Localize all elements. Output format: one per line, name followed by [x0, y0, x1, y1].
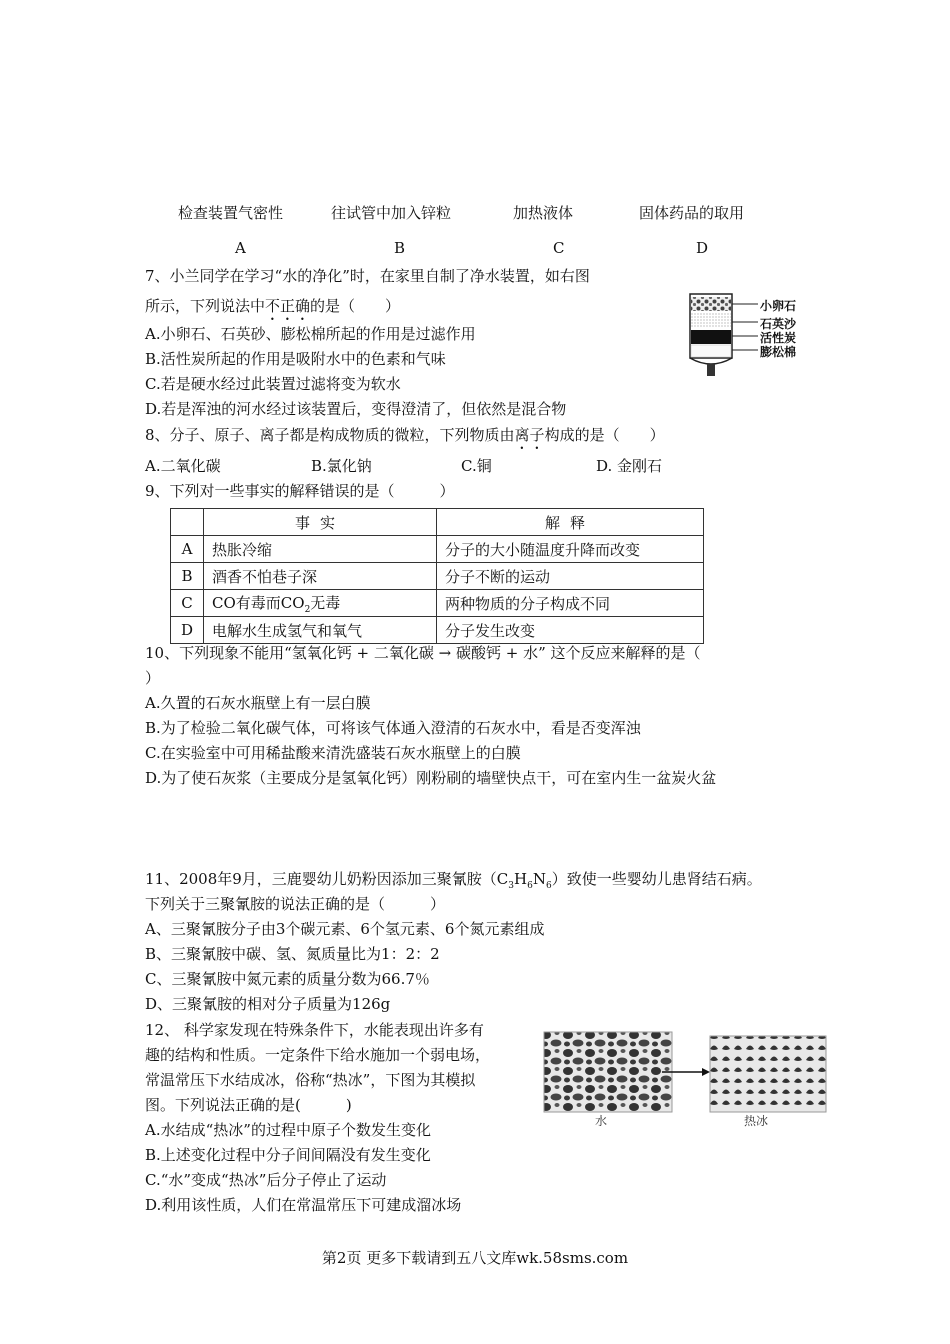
q9-table [170, 508, 704, 644]
pebble-layer [691, 297, 731, 311]
label-activated-carbon: 活性炭 [760, 331, 797, 345]
q8-stem: 8、分子、原子、离子都是构成物质的微粒，下列物质由离子构成的是（ ） [145, 426, 665, 444]
q10-option-d: D.为了使石灰浆（主要成分是氢氧化钙）刚粉刷的墙壁快点干，可在室内生一盆炭火盆 [145, 769, 717, 787]
q8-option-a: A.二氧化碳 [145, 457, 221, 475]
hot-ice-figure [540, 1030, 830, 1115]
q6-letter-d: D [696, 239, 709, 257]
row-fact: 热胀冷缩 [204, 536, 437, 563]
q8-option-b: B.氯化钠 [311, 457, 372, 475]
row-key: D [171, 617, 204, 644]
label-hot-ice: 热冰 [744, 1114, 769, 1128]
q8-emphasis: 离子 [514, 426, 545, 444]
q6-letter-b: B [394, 239, 406, 257]
q11-option-c: C、三聚氰胺中氮元素的质量分数为66.7％ [145, 970, 430, 988]
table-row [171, 536, 704, 563]
q9-header-fact: 事实 [204, 509, 437, 536]
q11-option-b: B、三聚氰胺中碳、氢、氮质量比为1：2：2 [145, 945, 440, 963]
row-key: A [171, 536, 204, 563]
q7-option-d: D.若是浑浊的河水经过该装置后，变得澄清了，但依然是混合物 [145, 400, 567, 418]
row-reason: 两种物质的分子构成不同 [437, 590, 704, 617]
q12-option-c: C.“水”变成“热冰”后分子停止了运动 [145, 1171, 387, 1189]
row-key: C [171, 590, 204, 617]
row-fact: 电解水生成氢气和氧气 [204, 617, 437, 644]
hot-ice-model [710, 1036, 826, 1112]
q10-stem-line2: ） [145, 669, 161, 687]
q7-option-b: B.活性炭所起的作用是吸附水中的色素和气味 [145, 350, 446, 368]
q11-option-a: A、三聚氰胺分子由3个碳元素、6个氢元素、6个氮元素组成 [145, 920, 545, 938]
q12-stem-line4: 图。下列说法正确的是( ) [145, 1096, 352, 1114]
table-row [171, 590, 704, 617]
q12-option-a: A.水结成“热冰”的过程中原子个数发生变化 [145, 1121, 431, 1139]
q10-option-a: A.久置的石灰水瓶壁上有一层白膜 [145, 694, 371, 712]
outlet-tap [707, 364, 715, 376]
label-water: 水 [595, 1114, 608, 1128]
q6-caption-a: 检查装置气密性 [178, 204, 284, 222]
q9-header-row [171, 509, 704, 536]
q7-emphasis: 不正确 [265, 297, 311, 315]
q12-stem-line1: 12、 科学家发现在特殊条件下，水能表现出许多有 [145, 1021, 484, 1039]
q11-stem-line2: 下列关于三聚氰胺的说法正确的是（ ） [145, 895, 446, 913]
carbon-layer [691, 330, 731, 344]
q7-option-c: C.若是硬水经过此装置过滤将变为软水 [145, 375, 401, 393]
row-fact: CO有毒而$CO_2$无毒 [204, 590, 437, 617]
q9-header-reason: 解释 [437, 509, 704, 536]
q7-stem-line2: 所示，下列说法中不正确的是（ ） [145, 297, 401, 315]
q6-caption-b: 往试管中加入锌粒 [331, 204, 452, 222]
row-reason: 分子不断的运动 [437, 563, 704, 590]
q12-stem-line3: 常温常压下水结成冰，俗称“热冰”，下图为其模拟 [145, 1071, 476, 1089]
q12-stem-line2: 趣的结构和性质。一定条件下给水施加一个弱电场， [145, 1046, 491, 1064]
table-row [171, 617, 704, 644]
q12-option-d: D.利用该性质，人们在常温常压下可建成溜冰场 [145, 1196, 462, 1214]
label-quartz-sand: 石英沙 [760, 317, 797, 331]
page-footer: 第2页 更多下载请到五八文库wk.58sms.com [321, 1249, 629, 1267]
water-filter-figure [688, 292, 758, 384]
label-pebbles: 小卵石 [760, 299, 797, 313]
q11-stem-line1: 11、2008年9月，三鹿婴幼儿奶粉因添加三聚氰胺$(C_3H_6N_6)$致使一些婴幼儿患肾结石病。 [145, 870, 762, 891]
q10-stem-line1: 10、下列现象不能用“氢氧化钙 + 二氧化碳 → 碳酸钙 + 水” 这个反应来解释的是（ [145, 644, 701, 662]
q12-option-b: B.上述变化过程中分子间间隔没有发生变化 [145, 1146, 431, 1164]
row-reason: 分子发生改变 [437, 617, 704, 644]
q9-stem: 9、下列对一些事实的解释错误的是（ ） [145, 482, 455, 500]
sand-layer [691, 312, 731, 328]
q8-option-d: D. 金刚石 [596, 457, 663, 475]
q11-option-d: D、三聚氰胺的相对分子质量为126g [145, 995, 391, 1013]
q8-option-c: C.铜 [461, 457, 492, 475]
cotton-layer [691, 345, 731, 357]
q6-caption-c: 加热液体 [513, 204, 574, 222]
label-cotton: 膨松棉 [760, 345, 797, 359]
q6-letter-a: A [235, 239, 246, 257]
q10-option-b: B.为了检验二氧化碳气体，可将该气体通入澄清的石灰水中，看是否变浑浊 [145, 719, 641, 737]
row-reason: 分子的大小随温度升降而改变 [437, 536, 704, 563]
q7-stem-line1: 7、小兰同学在学习“水的净化”时，在家里自制了净水装置，如右图 [145, 267, 590, 285]
q10-option-c: C.在实验室中可用稀盐酸来清洗盛装石灰水瓶壁上的白膜 [145, 744, 521, 762]
q6-caption-d: 固体药品的取用 [639, 204, 745, 222]
q6-letter-c: C [553, 239, 565, 257]
table-row [171, 563, 704, 590]
q7-option-a: A.小卵石、石英砂、膨松棉所起的作用是过滤作用 [145, 325, 476, 343]
row-key: B [171, 563, 204, 590]
row-fact: 酒香不怕巷子深 [204, 563, 437, 590]
water-model [544, 1032, 672, 1112]
